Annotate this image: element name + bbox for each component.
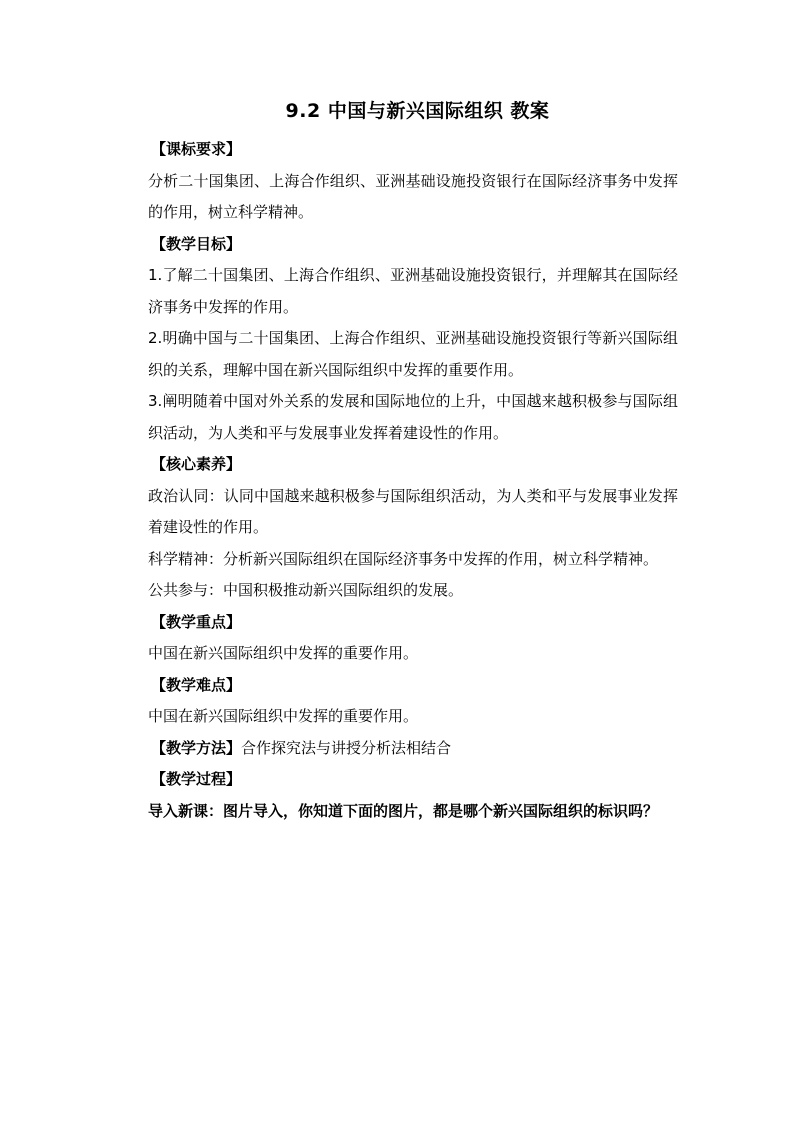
key-points-heading: 【教学重点】: [151, 612, 242, 631]
literacy-item: 科学精神：分析新兴国际组织在国际经济事务中发挥的作用，树立科学精神。: [148, 549, 659, 568]
curriculum-text: 分析二十国集团、上海合作组织、亚洲基础设施投资银行在国际经济事务中发挥的作用，树立科学精神。: [148, 171, 678, 221]
difficulties-text: 中国在新兴国际组织中发挥的重要作用。: [148, 707, 419, 725]
objectives-heading: 【教学目标】: [151, 234, 242, 253]
document-body: [118, 134, 678, 827]
objective-item: 2.明确中国与二十国集团、上海合作组织、亚洲基础设施投资银行等新兴国际组织的关系，理解中国在新兴国际组织中发挥的重要作用。: [148, 329, 678, 379]
objective-item: 3.阐明随着中国对外关系的发展和国际地位的上升，中国越来越积极参与国际组织活动，为人类和平与发展事业发挥着建设性的作用。: [148, 392, 678, 442]
process-intro: 导入新课：图片导入，你知道下面的图片，都是哪个新兴国际组织的标识吗？: [148, 801, 659, 820]
methods-heading: 【教学方法】: [151, 738, 242, 757]
curriculum-heading: 【课标要求】: [151, 140, 242, 158]
literacy-heading: 【核心素养】: [151, 455, 242, 473]
methods-line: [118, 733, 678, 765]
literacy-item: 公共参与：中国积极推动新兴国际组织的发展。: [148, 581, 464, 599]
document-title: 9.2 中国与新兴国际组织 教案: [285, 100, 550, 122]
process-heading: 【教学过程】: [151, 770, 242, 788]
key-points-text: 中国在新兴国际组织中发挥的重要作用。: [148, 644, 419, 662]
methods-text: 合作探究法与讲授分析法相结合: [241, 738, 452, 757]
objective-item: 1.了解二十国集团、上海合作组织、亚洲基础设施投资银行，并理解其在国际经济事务中发挥的作用。: [148, 266, 678, 316]
literacy-item: 政治认同：认同中国越来越积极参与国际组织活动，为人类和平与发展事业发挥着建设性的作用。: [148, 486, 678, 536]
difficulties-heading: 【教学难点】: [151, 675, 242, 694]
